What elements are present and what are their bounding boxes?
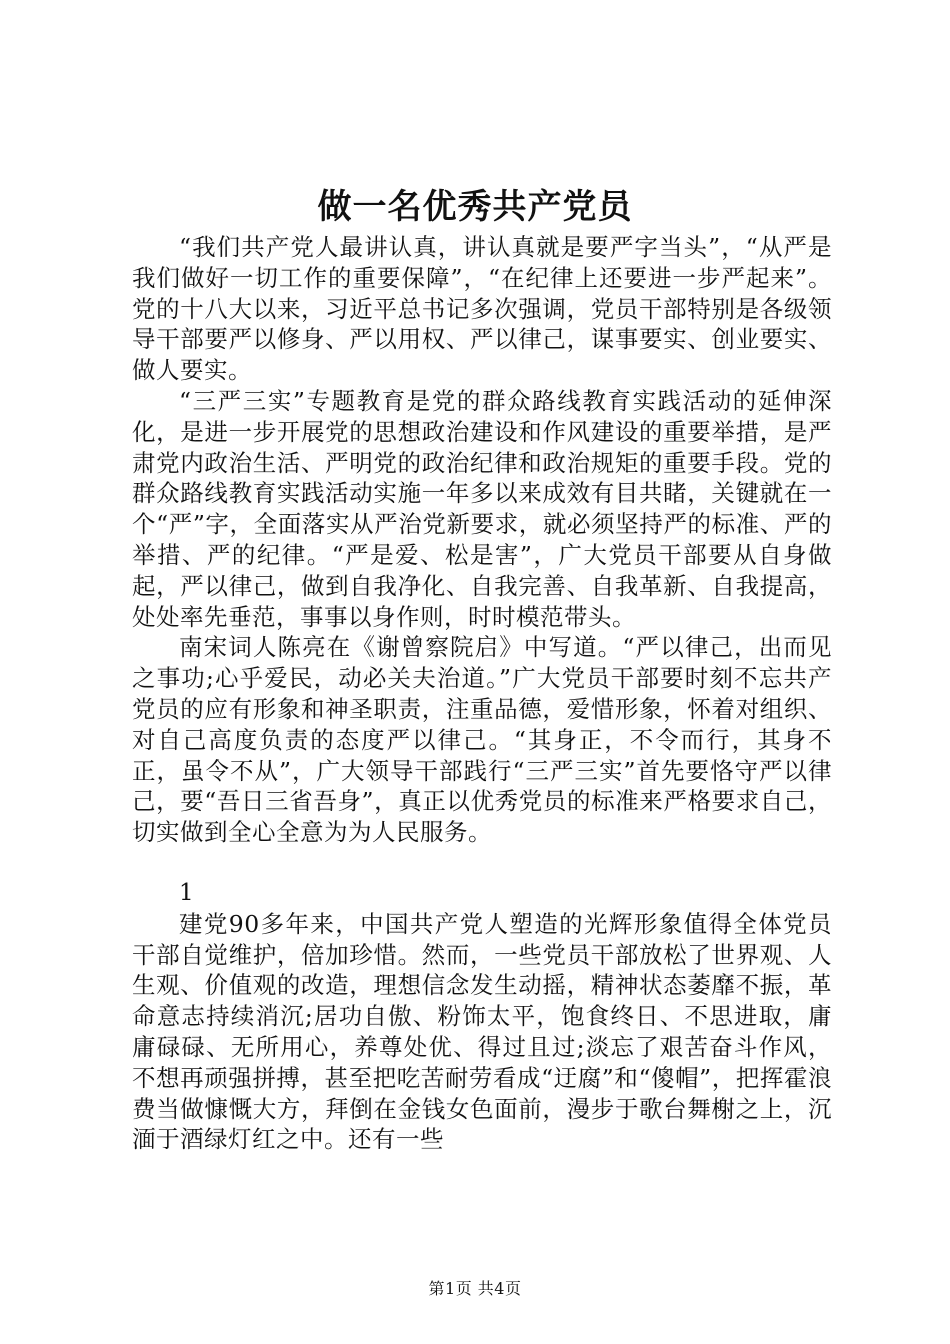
page-footer: 第1页 共4页 — [428, 1279, 522, 1298]
paragraph-3: 南宋词人陈亮在《谢曾察院启》中写道。“严以律己，出而见之事功;心乎爱民，动必关夫治道。”广大党员干部要时刻不忘共产党员的应有形象和神圣职责，注重品德，爱惜形象，怀着对组织、对自己高度负责的态度严以律己。“其身正，不令而行，其身不正，虽令不从”，广大领导干部践行“三严三实”首先要恪守严以律己，要“吾日三省吾身”，真正以优秀党员的标准来严格要求自己，切实做到全心全意为为人民服务。 — [132, 633, 832, 847]
document-body — [132, 232, 832, 1155]
paragraph-2: “三严三实”专题教育是党的群众路线教育实践活动的延伸深化，是进一步开展党的思想政治建设和作风建设的重要举措，是严肃党内政治生活、严明党的政治纪律和政治规矩的重要手段。党的群众路线教育实践活动实施一年多以来成效有目共睹，关键就在一个“严”字，全面落实从严治党新要求，就必须坚持严的标准、严的举措、严的纪律。“严是爱、松是害”，广大党员干部要从自身做起，严以律己，做到自我净化、自我完善、自我革新、自我提高，处处率先垂范，事事以身作则，时时模范带头。 — [132, 386, 832, 631]
paragraph-4: 建党90多年来，中国共产党人塑造的光辉形象值得全体党员干部自觉维护，倍加珍惜。然而，一些党员干部放松了世界观、人生观、价值观的改造，理想信念发生动摇，精神状态萎靡不振，革命意志持续消沉;居功自傲、粉饰太平，饱食终日、不思进取，庸庸碌碌、无所用心，养尊处优、得过且过;淡忘了艰苦奋斗作风，不想再顽强拼搏，甚至把吃苦耐劳看成“迂腐”和“傻帽”，把挥霍浪费当做慷慨大方，拜倒在金钱女色面前，漫步于歌台舞榭之上，沉湎于酒绿灯红之中。还有一些 — [132, 909, 832, 1154]
document-title: 做一名优秀共产党员 — [317, 187, 633, 227]
section-number: 1 — [179, 879, 194, 906]
paragraph-1: “我们共产党人最讲认真，讲认真就是要严字当头”，“从严是我们做好一切工作的重要保障”，“在纪律上还要进一步严起来”。党的十八大以来，习近平总书记多次强调，党员干部特别是各级领导干部要严以修身、严以用权、严以律己，谋事要实、创业要实、做人要实。 — [132, 233, 832, 385]
